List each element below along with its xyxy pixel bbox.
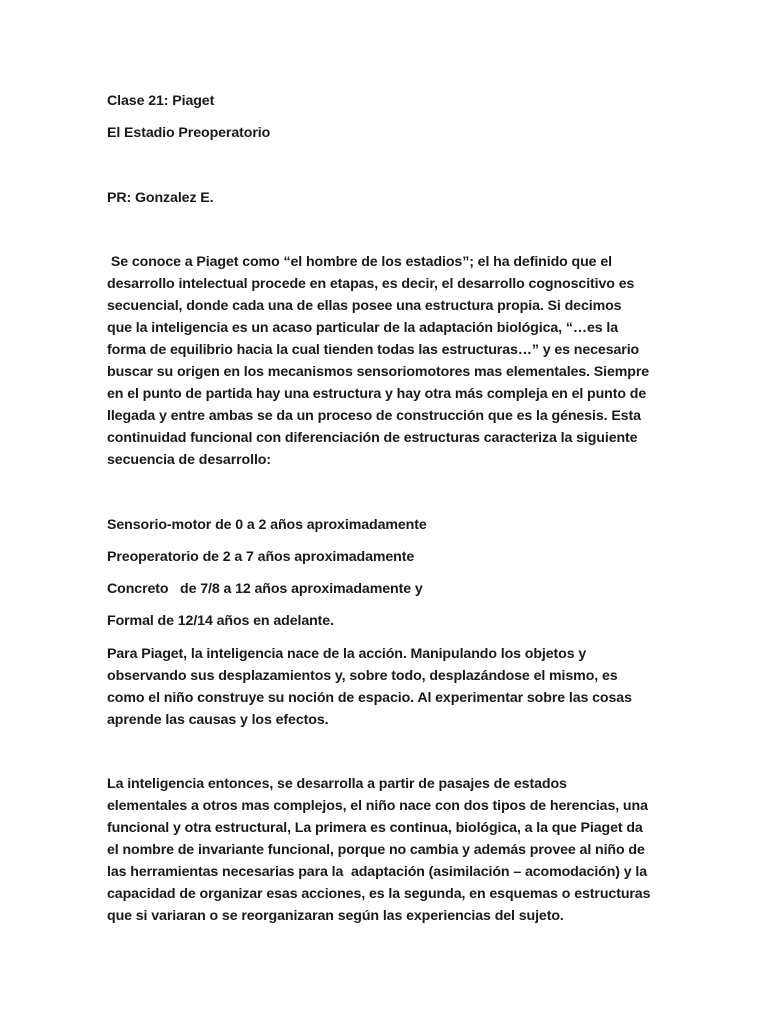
paragraph-intelligence bbox=[107, 773, 667, 927]
paragraph-line: las herramientas necesarias para la adaptación (asimilación – acomodación) y la bbox=[107, 864, 648, 880]
stage-item: Preoperatorio de 2 a 7 años aproximadamente bbox=[107, 549, 415, 565]
stage-item: Formal de 12/14 años en adelante. bbox=[107, 613, 334, 629]
paragraph-line: en el punto de partida hay una estructura y hay otra más compleja en el punto de bbox=[107, 386, 647, 402]
document-title: Clase 21: Piaget bbox=[107, 93, 215, 109]
paragraph-line: La inteligencia entonces, se desarrolla a partir de pasajes de estados bbox=[107, 776, 567, 792]
paragraph-intro bbox=[107, 251, 667, 471]
paragraph-line: que la inteligencia es un acaso particular de la adaptación biológica, “…es la bbox=[107, 320, 618, 336]
paragraph-line: secuencial, donde cada una de ellas posee una estructura propia. Si decimos bbox=[107, 298, 622, 314]
paragraph-line: el nombre de invariante funcional, porque no cambia y además provee al niño de bbox=[107, 842, 645, 858]
document-author: PR: Gonzalez E. bbox=[107, 190, 214, 206]
paragraph-line: llegada y entre ambas se da un proceso de construcción que es la génesis. Esta bbox=[107, 408, 641, 424]
paragraph-line: desarrollo intelectual procede en etapas, es decir, el desarrollo cognoscitivo es bbox=[107, 276, 635, 292]
paragraph-line: aprende las causas y los efectos. bbox=[107, 712, 329, 728]
paragraph-line: secuencia de desarrollo: bbox=[107, 452, 271, 468]
paragraph-line: elementales a otros mas complejos, el niño nace con dos tipos de herencias, una bbox=[107, 798, 648, 814]
paragraph-line: que si variaran o se reorganizaran según las experiencias del sujeto. bbox=[107, 908, 564, 924]
document-subtitle: El Estadio Preoperatorio bbox=[107, 125, 271, 141]
paragraph-line: buscar su origen en los mecanismos sensoriomotores mas elementales. Siempre bbox=[107, 364, 650, 380]
paragraph-line: capacidad de organizar esas acciones, es la segunda, en esquemas o estructuras bbox=[107, 886, 651, 902]
paragraph-action bbox=[107, 643, 667, 731]
stage-item: Concreto de 7/8 a 12 años aproximadamente y bbox=[107, 581, 423, 597]
paragraph-line: forma de equilibrio hacia la cual tienden todas las estructuras…” y es necesario bbox=[107, 342, 640, 358]
paragraph-line: Se conoce a Piaget como “el hombre de los estadios”; el ha definido que el bbox=[107, 254, 612, 270]
paragraph-line: continuidad funcional con diferenciación de estructuras caracteriza la siguiente bbox=[107, 430, 638, 446]
paragraph-line: funcional y otra estructural, La primera es continua, biológica, a la que Piaget da bbox=[107, 820, 643, 836]
paragraph-line: Para Piaget, la inteligencia nace de la acción. Manipulando los objetos y bbox=[107, 646, 587, 662]
paragraph-line: como el niño construye su noción de espacio. Al experimentar sobre las cosas bbox=[107, 690, 632, 706]
paragraph-line: observando sus desplazamientos y, sobre todo, desplazándose el mismo, es bbox=[107, 668, 618, 684]
stage-item: Sensorio-motor de 0 a 2 años aproximadamente bbox=[107, 517, 427, 533]
